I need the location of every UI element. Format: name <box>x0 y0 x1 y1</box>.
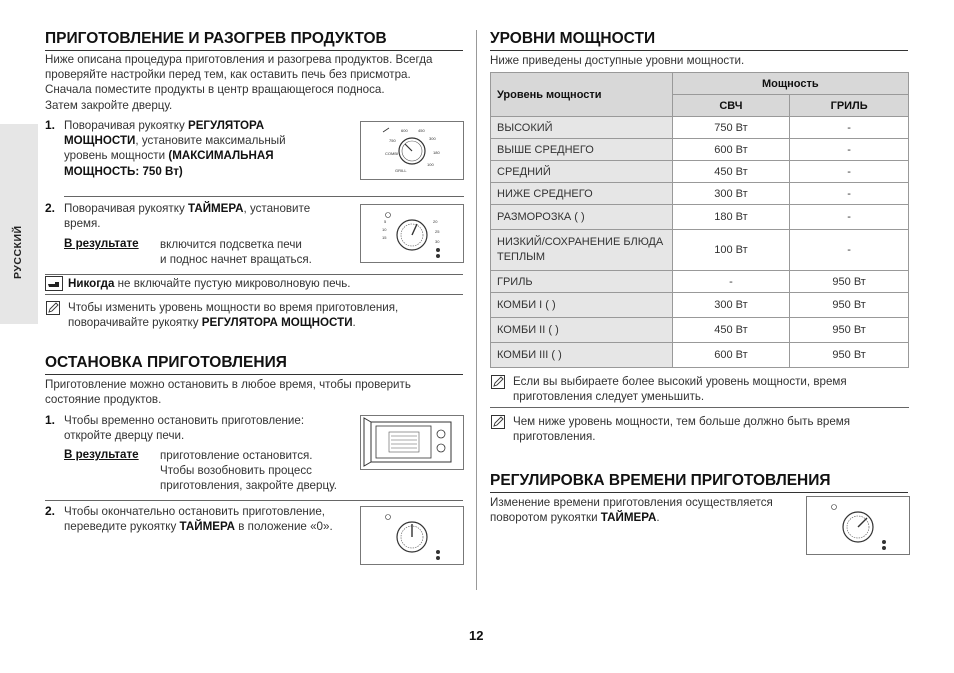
svg-text:180: 180 <box>433 150 440 155</box>
result-label: В результате <box>64 237 139 250</box>
divider <box>45 274 463 275</box>
svg-text:COMBI: COMBI <box>385 151 399 156</box>
table-row: ВЫСОКИЙ 750 Вт - <box>491 117 909 139</box>
svg-text:30: 30 <box>435 239 440 244</box>
section-title-power-levels: УРОВНИ МОЩНОСТИ <box>490 30 908 51</box>
result-label: В результате <box>64 448 139 461</box>
svg-text:20: 20 <box>433 219 438 224</box>
timer-dial-zero-illustration <box>360 506 464 565</box>
open-oven-illustration <box>360 415 464 470</box>
table-row: КОМБИ II ( ) 450 Вт 950 Вт <box>491 318 909 343</box>
note-text: Чтобы изменить уровень мощности во время приготовления, поворачивайте рукоятку РЕГУЛЯТОРА МОЩНОСТИ. <box>68 301 399 330</box>
result-text: приготовление остановится. Чтобы возобновить процесс приготовления, закройте дверцу. <box>160 449 337 493</box>
divider <box>45 294 463 295</box>
divider <box>45 500 463 501</box>
svg-text:5: 5 <box>384 219 387 224</box>
section-title-stop: ОСТАНОВКА ПРИГОТОВЛЕНИЯ <box>45 354 463 375</box>
stop-intro: Приготовление можно остановить в любое время, чтобы проверить состояние продуктов. <box>45 378 411 407</box>
svg-text:10: 10 <box>382 227 387 232</box>
language-label: РУССКИЙ <box>12 225 24 279</box>
cooking-step-1: Поворачивая рукоятку РЕГУЛЯТОРА МОЩНОСТИ, установите максимальный уровень мощности (МАКСИМАЛЬНАЯ МОЩНОСТЬ: 750 Вт) <box>64 119 286 178</box>
language-side-tab <box>0 124 38 324</box>
result-text: включится подсветка печи и поднос начнет вращаться. <box>160 238 312 267</box>
section-title-time-adjust: РЕГУЛИРОВКА ВРЕМЕНИ ПРИГОТОВЛЕНИЯ <box>490 472 908 493</box>
svg-text:750: 750 <box>389 138 396 143</box>
step-number: 2. <box>45 201 56 215</box>
svg-text:GRILL: GRILL <box>395 168 407 173</box>
svg-text:15: 15 <box>382 235 387 240</box>
column-divider <box>476 30 477 590</box>
cooking-step-2: Поворачивая рукоятку ТАЙМЕРА, установите время. <box>64 202 311 231</box>
header-level: Уровень мощности <box>491 73 673 117</box>
table-row: КОМБИ I ( ) 300 Вт 950 Вт <box>491 293 909 318</box>
step-number: 2. <box>45 504 56 518</box>
header-power: Мощность <box>672 73 908 95</box>
note-icon <box>46 301 60 320</box>
step-number: 1. <box>45 413 56 427</box>
note-higher-power: Если вы выбираете более высокий уровень мощности, время приготовления следует уменьшить. <box>513 375 847 404</box>
timer-dial-illustration <box>806 496 910 555</box>
divider <box>64 196 464 197</box>
svg-text:25: 25 <box>435 229 440 234</box>
table-row: РАЗМОРОЗКА ( ) 180 Вт - <box>491 205 909 230</box>
power-intro: Ниже приведены доступные уровни мощности. <box>490 54 745 67</box>
cooking-intro: Ниже описана процедура приготовления и разогрева продуктов. Всегда проверяйте настройки перед тем, как оставить печь без присмотра. Сначала поместите продукты в центр вращающегося подноса. Затем закройте дверцу. <box>45 53 433 112</box>
note-lower-power: Чем ниже уровень мощности, тем больше должно быть время приготовления. <box>513 415 851 444</box>
pointing-hand-icon <box>45 276 63 291</box>
table-row: НИЗКИЙ/СОХРАНЕНИЕ БЛЮДА ТЕПЛЫМ 100 Вт - <box>491 230 909 271</box>
svg-text:300: 300 <box>429 136 436 141</box>
divider <box>490 407 909 408</box>
svg-text:100: 100 <box>427 162 434 167</box>
dial-label: 600 <box>401 128 408 133</box>
header-grill: ГРИЛЬ <box>790 95 909 117</box>
timer-dial-illustration <box>360 204 464 263</box>
table-row: ВЫШЕ СРЕДНЕГО 600 Вт - <box>491 139 909 161</box>
page-number: 12 <box>469 628 484 643</box>
power-levels-table <box>490 72 909 368</box>
power-dial-illustration <box>360 121 464 180</box>
table-row: СРЕДНИЙ 450 Вт - <box>491 161 909 183</box>
step-number: 1. <box>45 118 56 132</box>
table-row: НИЖЕ СРЕДНЕГО 300 Вт - <box>491 183 909 205</box>
stop-step-2: Чтобы окончательно остановить приготовление, переведите рукоятку ТАЙМЕРА в положение «0». <box>64 505 333 534</box>
header-microwave: СВЧ <box>672 95 790 117</box>
table-row: КОМБИ III ( ) 600 Вт 950 Вт <box>491 343 909 368</box>
svg-text:450: 450 <box>418 128 425 133</box>
note-icon <box>491 375 505 394</box>
stop-step-1: Чтобы временно остановить приготовление: откройте дверцу печи. <box>64 414 305 443</box>
table-row: ГРИЛЬ - 950 Вт <box>491 271 909 293</box>
warning-text: Никогда не включайте пустую микроволновую печь. <box>68 277 351 290</box>
time-adjust-text: Изменение времени приготовления осуществляется поворотом рукоятки ТАЙМЕРА. <box>490 496 773 525</box>
section-title-cooking: ПРИГОТОВЛЕНИЕ И РАЗОГРЕВ ПРОДУКТОВ <box>45 30 463 51</box>
note-icon <box>491 415 505 434</box>
